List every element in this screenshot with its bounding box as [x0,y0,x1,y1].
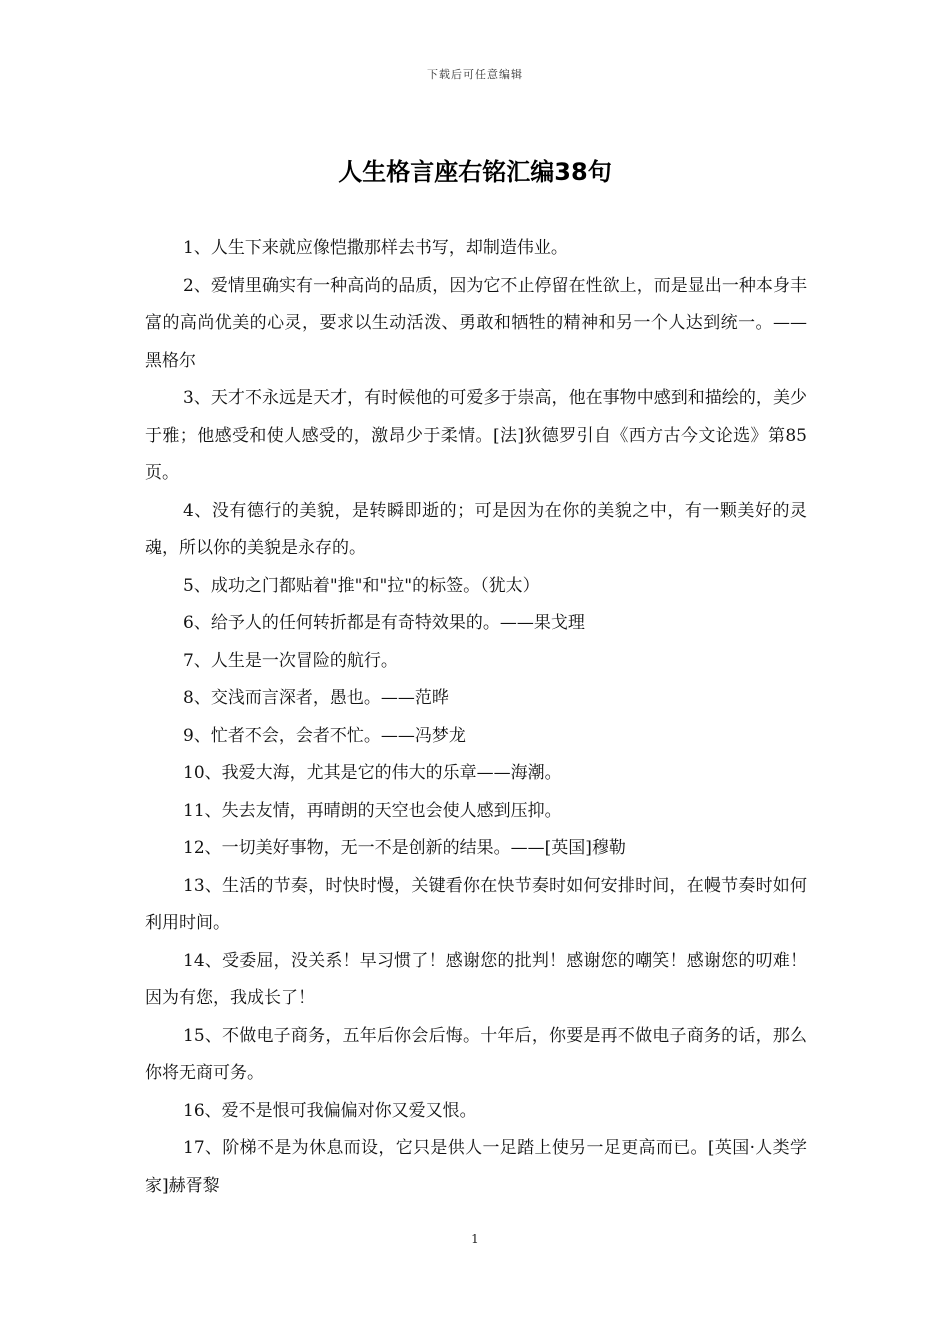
quote-item-14: 14、受委屈，没关系！早习惯了！感谢您的批判！感谢您的嘲笑！感谢您的叨难！因为有您，我成长了！ [145,950,807,1008]
quote-item-5: 5、成功之门都贴着"推"和"拉"的标签。（犹太） [183,575,540,596]
quote-item-6: 6、给予人的任何转折都是有奇特效果的。——果戈理 [183,613,585,633]
quote-item-10: 10、我爱大海，尤其是它的伟大的乐章——海潮。 [183,763,562,783]
quote-item-8: 8、交浅而言深者，愚也。——范晔 [183,688,449,708]
quote-item-3: 3、天才不永远是天才，有时候他的可爱多于崇高，他在事物中感到和描绘的，美少于雅；他感受和使人感受的，激昂少于柔情。[法]狄德罗引自《西方古今文论选》第85页。 [145,388,807,483]
quote-item-11: 11、失去友情，再晴朗的天空也会使人感到压抑。 [183,800,562,821]
quote-item-9: 9、忙者不会，会者不忙。——冯梦龙 [183,725,466,746]
page-number: 1 [471,1232,479,1246]
document-title: 人生格言座右铭汇编38句 [338,158,612,186]
quote-list [145,230,807,1205]
quote-item-4: 4、没有德行的美貌，是转瞬即逝的；可是因为在你的美貌之中，有一颗美好的灵魂，所以你的美貌是永存的。 [145,500,807,558]
quote-item-13: 13、生活的节奏，时快时慢，关键看你在快节奏时如何安排时间，在幔节奏时如何利用时间。 [145,875,807,933]
quote-item-15: 15、不做电子商务，五年后你会后悔。十年后，你要是再不做电子商务的话，那么你将无商可务。 [145,1025,807,1083]
page-header-note: 下载后可任意编辑 [427,68,523,81]
quote-item-2: 2、爱情里确实有一种高尚的品质，因为它不止停留在性欲上，而是显出一种本身丰富的高尚优美的心灵，要求以生动活泼、勇敢和牺牲的精神和另一个人达到统一。——黑格尔 [145,275,807,371]
quote-item-7: 7、人生是一次冒险的航行。 [183,650,398,671]
quote-item-12: 12、一切美好事物，无一不是创新的结果。——[英国]穆勒 [183,838,626,858]
quote-item-1: 1、人生下来就应像恺撒那样去书写，却制造伟业。 [183,238,568,258]
quote-item-17: 17、阶梯不是为休息而设，它只是供人一足踏上使另一足更高而已。[英国·人类学家]赫胥黎 [145,1138,807,1196]
quote-item-16: 16、爱不是恨可我偏偏对你又爱又恨。 [183,1100,477,1121]
